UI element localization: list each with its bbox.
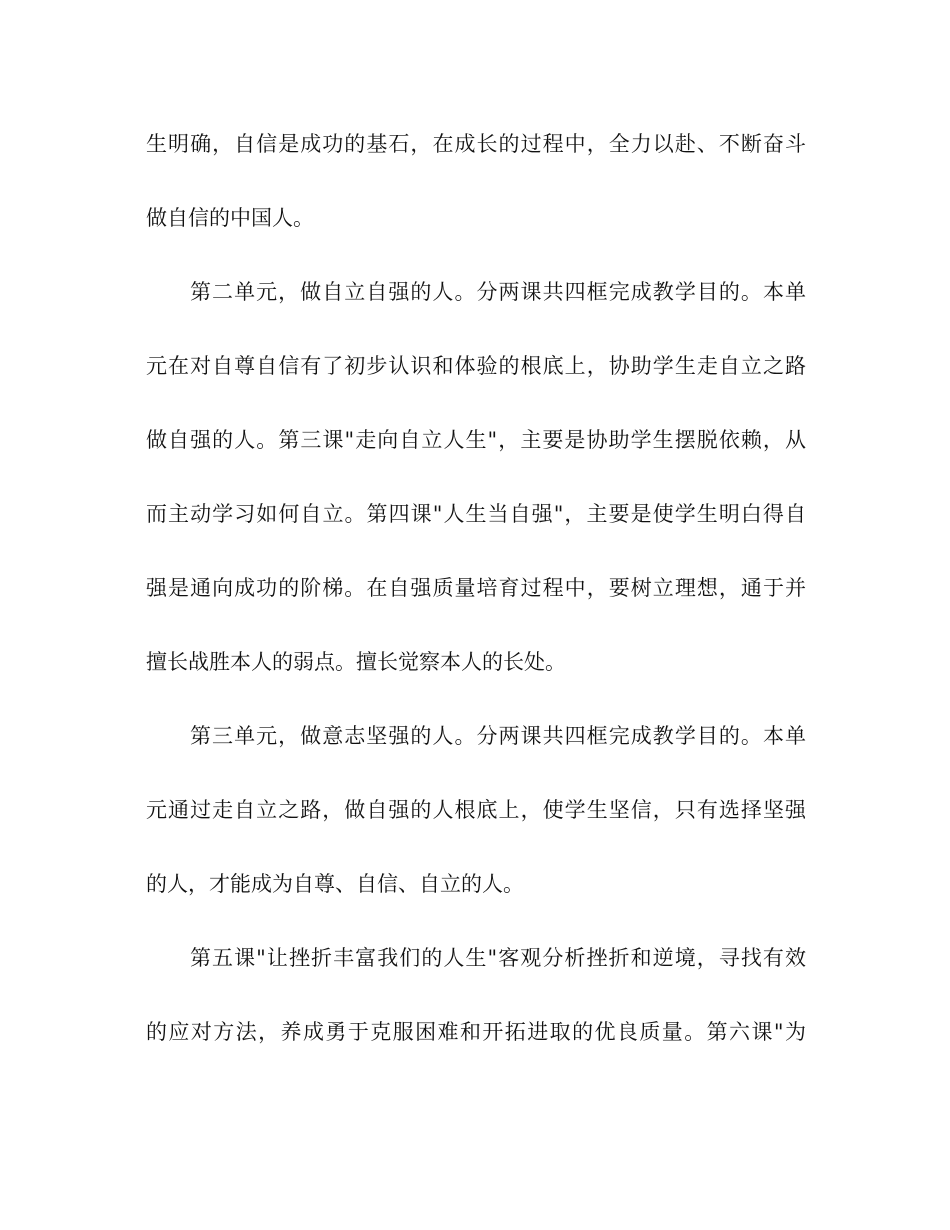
text-line: 生明确，自信是成功的基石，在成长的过程中，全力以赴、不断奋斗 — [146, 132, 806, 156]
paragraph-start-line: 第二单元，做自立自强的人。分两课共四框完成教学目的。本单 — [190, 280, 806, 304]
text-line: 而主动学习如何自立。第四课"人生当自强"，主要是使学生明白得自 — [146, 502, 806, 526]
text-line: 擅长战胜本人的弱点。擅长觉察本人的长处。 — [146, 650, 566, 674]
text-line: 的应对方法，养成勇于克服困难和开拓进取的优良质量。第六课"为 — [146, 1020, 806, 1044]
text-line: 强是通向成功的阶梯。在自强质量培育过程中，要树立理想，通于并 — [146, 576, 806, 600]
text-line: 做自强的人。第三课"走向自立人生"，主要是协助学生摆脱依赖，从 — [146, 428, 806, 452]
text-line: 做自信的中国人。 — [146, 206, 314, 230]
text-line: 元通过走自立之路，做自强的人根底上，使学生坚信，只有选择坚强 — [146, 798, 806, 822]
paragraph-start-line: 第五课"让挫折丰富我们的人生"客观分析挫折和逆境，寻找有效 — [190, 946, 806, 970]
paragraph-start-line: 第三单元，做意志坚强的人。分两课共四框完成教学目的。本单 — [190, 724, 806, 748]
text-line: 元在对自尊自信有了初步认识和体验的根底上，协助学生走自立之路 — [146, 354, 806, 378]
text-line: 的人，才能成为自尊、自信、自立的人。 — [146, 872, 524, 896]
